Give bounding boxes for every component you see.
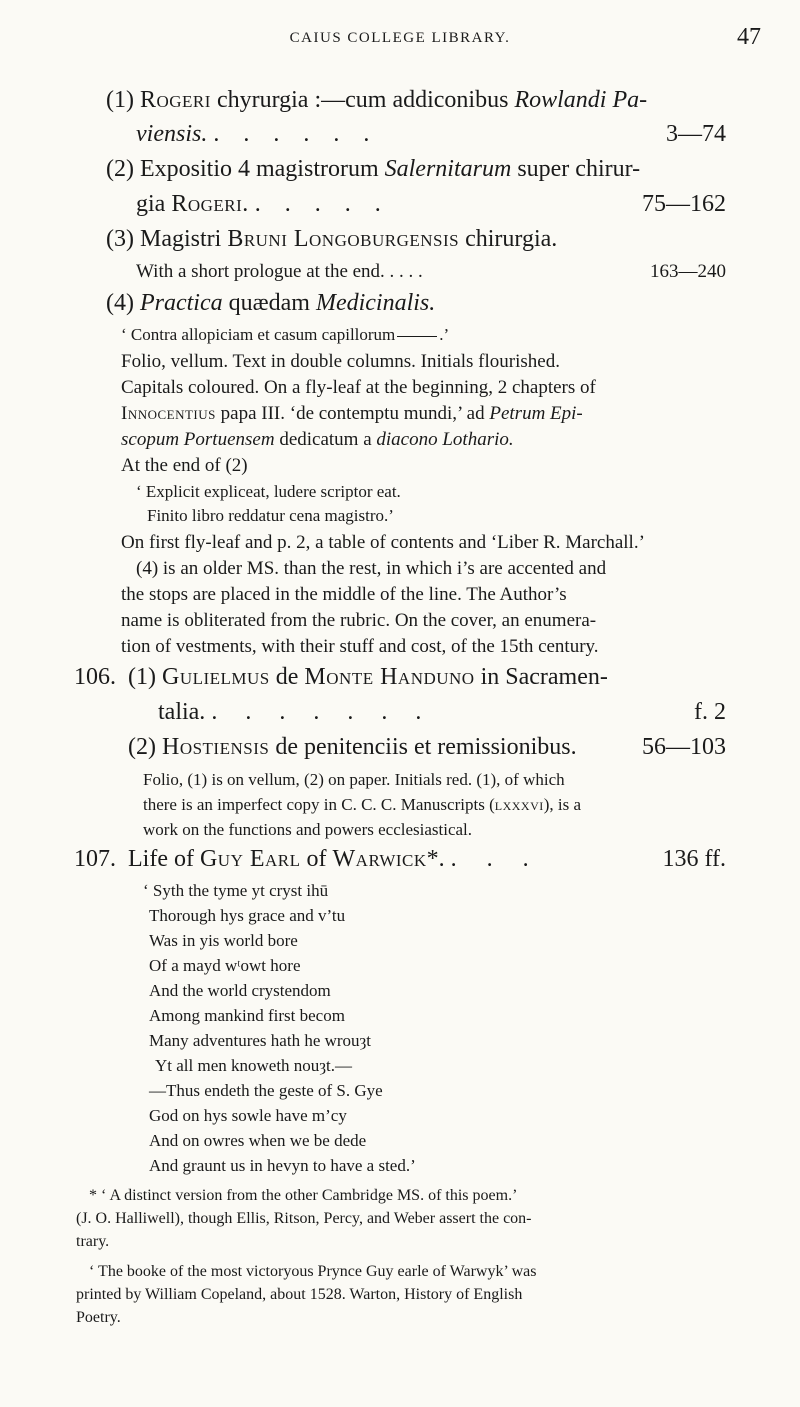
quote-contra: ‘ Contra allopiciam et casum capillorum .’ — [121, 325, 450, 344]
item-4-line-1: (4) Practica quædam Medicinalis. — [106, 290, 436, 316]
desc-line: Folio, vellum. Text in double columns. Initials flourished. — [121, 351, 560, 372]
desc-line: the stops are placed in the middle of the line. The Author’s — [121, 584, 567, 605]
poem-line: And the world crystendom — [149, 981, 331, 1000]
item-2-line-1: (2) Hostiensis de penitenciis et remissionibus. — [128, 734, 577, 760]
running-head: CAIUS COLLEGE LIBRARY. — [289, 30, 511, 46]
item-2-line-1: (2) Expositio 4 magistrorum Salernitarum super chirur- — [106, 156, 641, 182]
desc-line: there is an imperfect copy in C. C. C. Manuscripts (lxxxvi), is a — [143, 795, 582, 814]
poem-line: Among mankind first becom — [149, 1006, 345, 1025]
explicit-line: ‘ Explicit expliceat, ludere scriptor eat. — [136, 482, 401, 501]
poem-line: Was in yis world bore — [149, 931, 298, 950]
entry-number: 107. — [74, 846, 116, 872]
footnote-line: * ‘ A distinct version from the other Cambridge MS. of this poem.’ — [89, 1187, 518, 1204]
item-1-pages: 3—74 — [666, 121, 726, 147]
poem-line: Many adventures hath he wrouȝt — [149, 1031, 371, 1050]
entry-pages: 136 ff. — [662, 846, 726, 872]
poem-line: And graunt us in hevyn to have a sted.’ — [149, 1156, 416, 1175]
item-2-pages: 75—162 — [642, 191, 726, 217]
item-3-line-1: (3) Magistri Bruni Longoburgensis chirurgia. — [106, 226, 558, 252]
desc-line: Folio, (1) is on vellum, (2) on paper. Initials red. (1), of which — [143, 770, 565, 789]
item-3-pages: 163—240 — [650, 261, 726, 282]
desc-line: At the end of (2) — [121, 455, 248, 476]
desc-line: scopum Portuensem dedicatum a diacono Lothario. — [121, 429, 514, 450]
desc-line: tion of vestments, with their stuff and cost, of the 15th century. — [121, 636, 599, 657]
item-1-line-2: viensis. . . . . . . — [136, 121, 379, 147]
footnote-line: (J. O. Halliwell), though Ellis, Ritson, Percy, and Weber assert the con- — [76, 1210, 532, 1227]
desc-line: (4) is an older MS. than the rest, in which i’s are accented and — [136, 558, 607, 579]
desc-line: Capitals coloured. On a fly-leaf at the beginning, 2 chapters of — [121, 377, 596, 398]
poem-line: —Thus endeth the geste of S. Gye — [149, 1081, 383, 1100]
poem-line: God on hys sowle have m’cy — [149, 1106, 347, 1125]
explicit-line: Finito libro reddatur cena magistro.’ — [147, 506, 394, 525]
footnote-line: Poetry. — [76, 1309, 121, 1326]
poem-line: Yt all men knoweth nouȝt.— — [155, 1056, 352, 1075]
footnote-line: trary. — [76, 1233, 110, 1250]
poem-line: Thorough hys grace and v’tu — [149, 906, 346, 925]
item-1-line-1: (1) Rogeri chyrurgia :—cum addiconibus Rowlandi Pa- — [106, 87, 648, 113]
item-1-line-2: talia. . . . . . . . — [158, 699, 433, 725]
item-2-pages: 56—103 — [642, 734, 726, 760]
poem-line: And on owres when we be dede — [149, 1131, 367, 1150]
poem-line: ‘ Syth the tyme yt cryst ihū — [143, 881, 329, 900]
poem-line: Of a mayd wᵗowt hore — [149, 956, 301, 975]
item-1-line-1: (1) Gulielmus de Monte Handuno in Sacramen- — [128, 664, 608, 690]
footnote-line: ‘ The booke of the most victoryous Prynce Guy earle of Warwyk’ was — [89, 1263, 537, 1280]
page-number: 47 — [737, 24, 761, 50]
item-2-line-2: gia Rogeri. . . . . . — [136, 191, 390, 217]
desc-line: work on the functions and powers ecclesiastical. — [143, 820, 473, 839]
footnote-line: printed by William Copeland, about 1528. Warton, History of English — [76, 1286, 523, 1303]
entry-title: Life of Guy Earl of Warwick*. . . . — [128, 846, 541, 872]
desc-line: Innocentius papa III. ‘de contemptu mundi,’ ad Petrum Epi- — [121, 403, 583, 424]
item-1-pages: f. 2 — [694, 699, 726, 725]
desc-line: name is obliterated from the rubric. On the cover, an enumera- — [121, 610, 597, 631]
entry-number: 106. — [74, 664, 116, 690]
item-3-note: With a short prologue at the end. . . . . — [136, 261, 423, 282]
desc-line: On first fly-leaf and p. 2, a table of contents and ‘Liber R. Marchall.’ — [121, 532, 645, 553]
